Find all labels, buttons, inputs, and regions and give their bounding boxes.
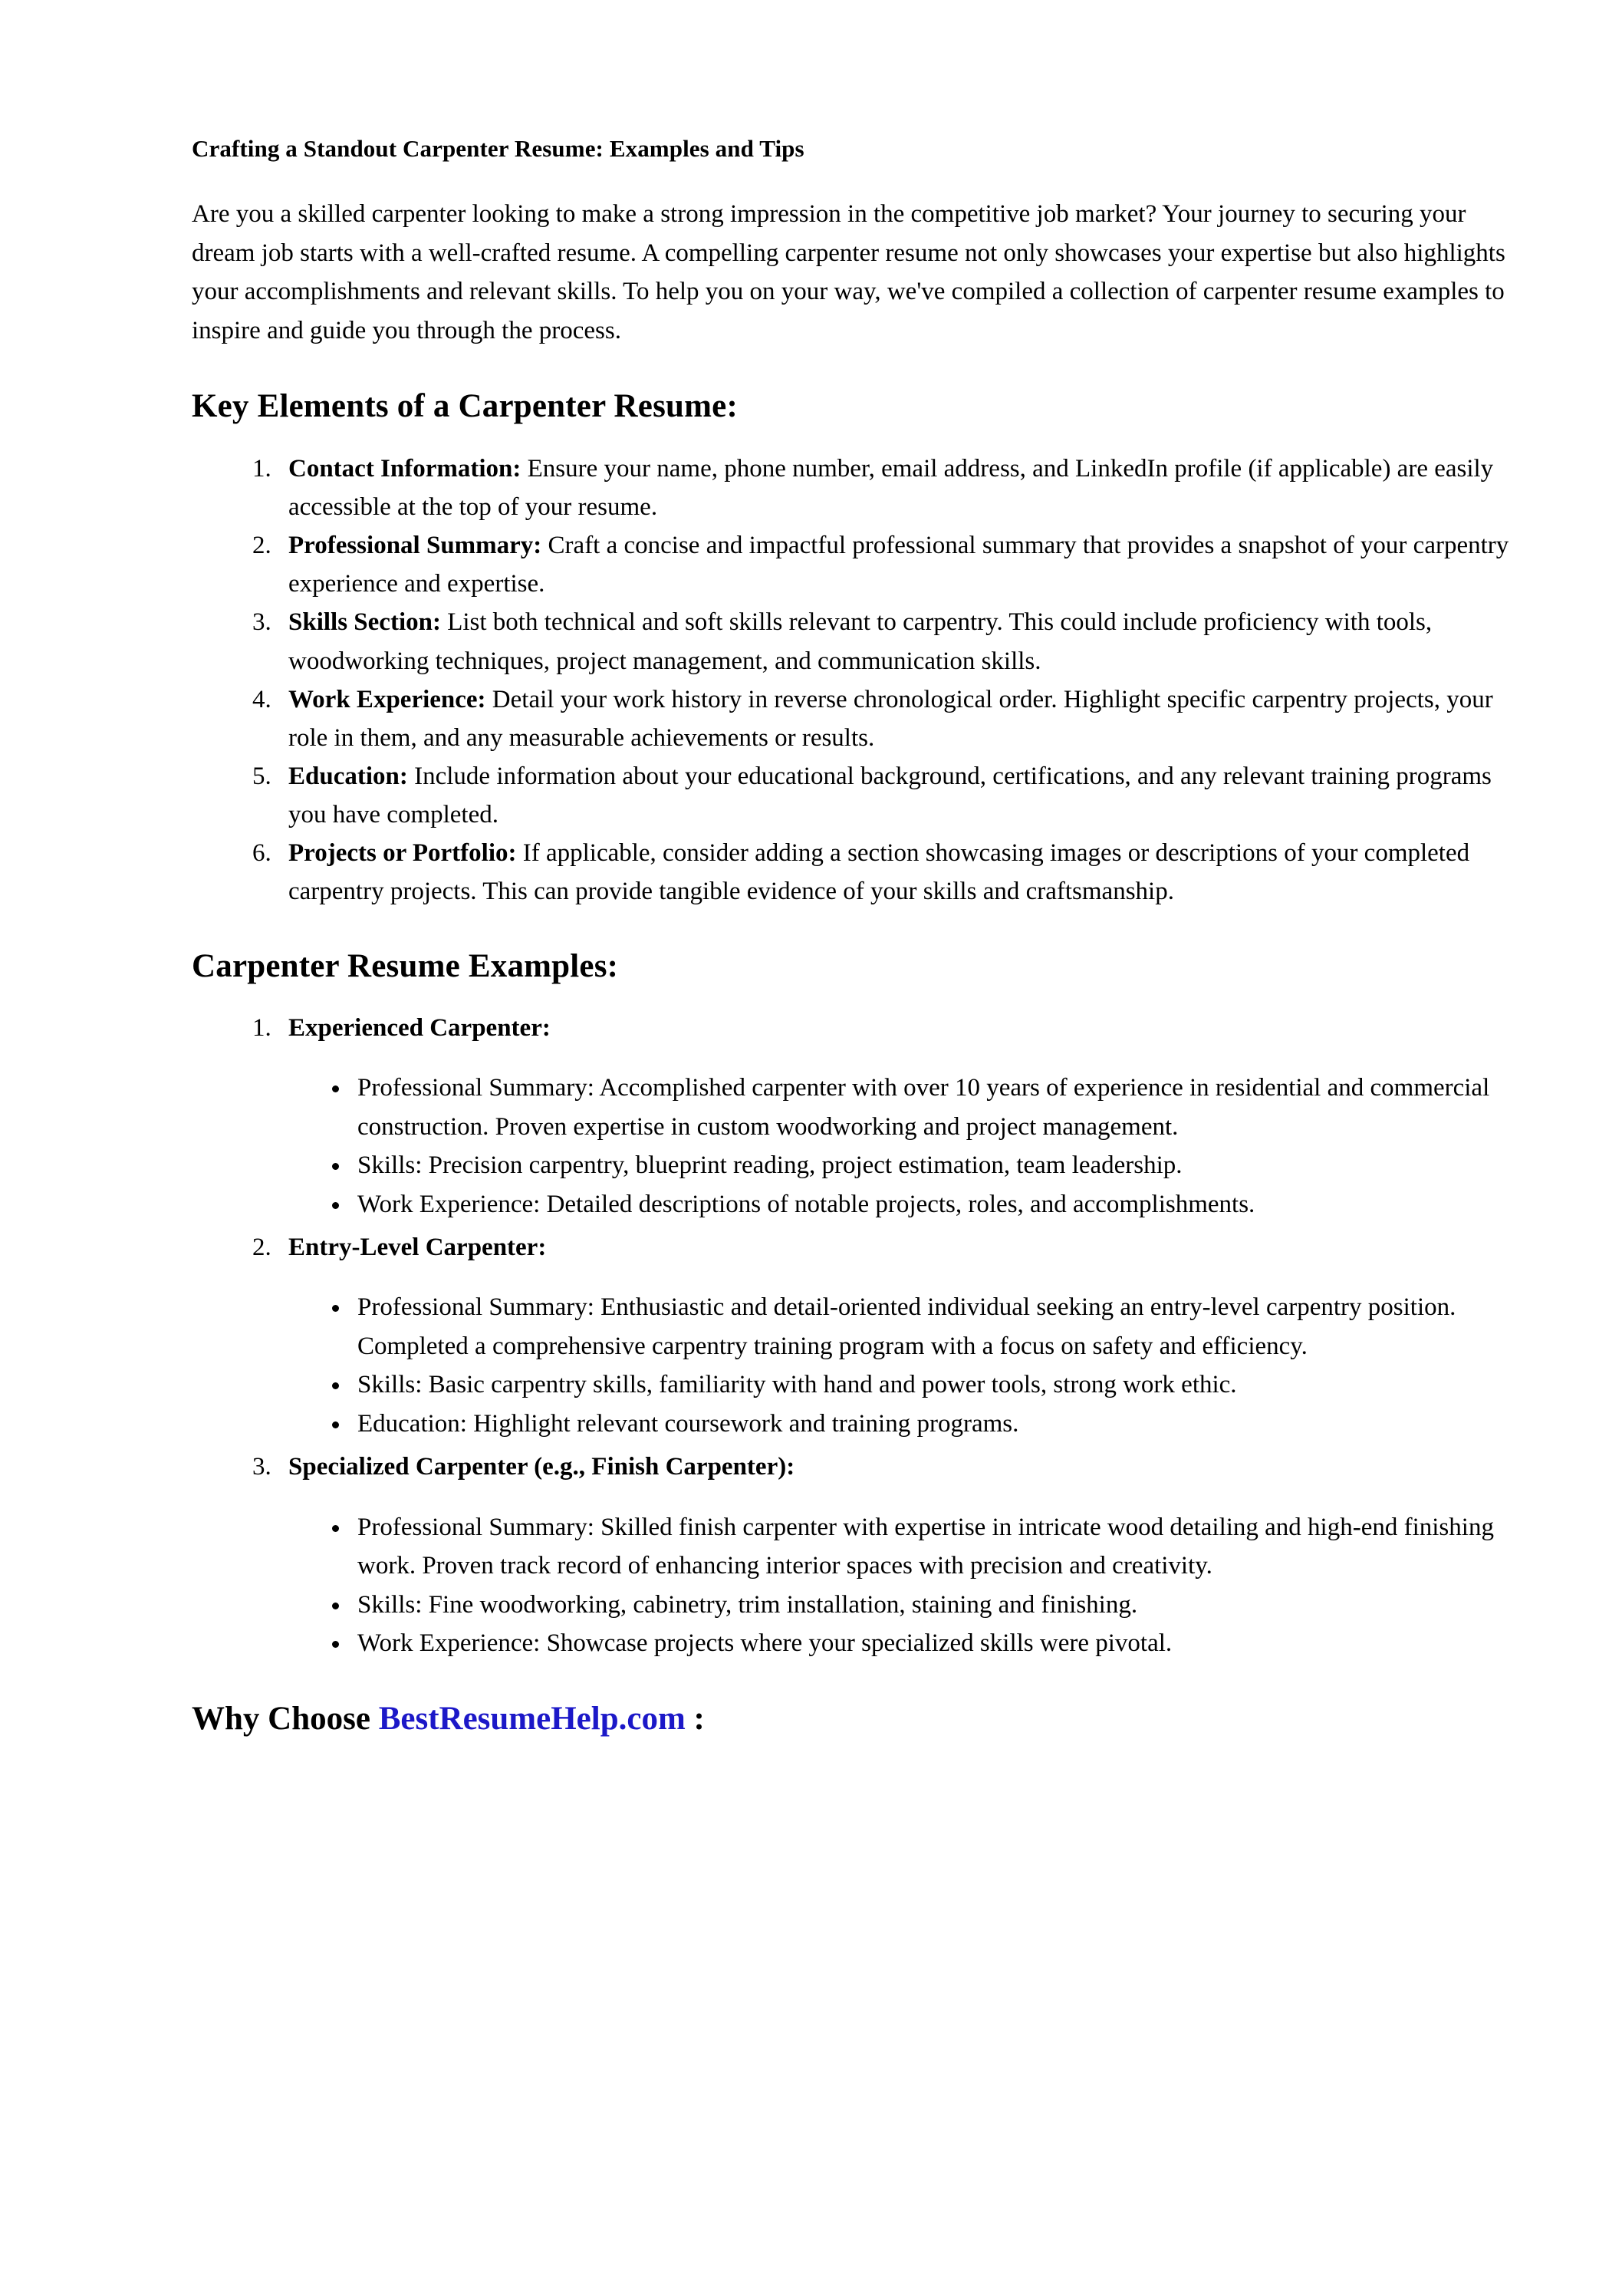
- example-title: 3. Specialized Carpenter (e.g., Finish Carpenter):: [288, 1453, 795, 1481]
- list-item: • Education: Highlight relevant coursework and training programs.: [351, 1405, 1500, 1443]
- list-item: • Skills: Precision carpentry, blueprint reading, project estimation, team leadership.: [351, 1146, 1500, 1184]
- section-heading-key-elements: Key Elements of a Carpenter Resume:: [192, 388, 738, 425]
- brand-link[interactable]: BestResumeHelp.com: [378, 1701, 686, 1738]
- list-item: • Skills: Fine woodworking, cabinetry, trim installation, staining and finishing.: [351, 1586, 1500, 1624]
- example-bullet-list: [288, 1069, 1531, 1224]
- list-item: [278, 1448, 1531, 1662]
- example-bullet-list: [288, 1508, 1531, 1663]
- list-item-label: Education:: [288, 762, 408, 790]
- list-item-text: Ensure your name, phone number, email address, and LinkedIn profile (if applicable) are easily accessible at the top of your resume.: [288, 454, 1494, 521]
- list-item: • Professional Summary: Enthusiastic and detail-oriented individual seeking an entry-level carpentry position. Completed a comprehensive carpentry training program with a focus on safety and efficiency.: [351, 1288, 1500, 1365]
- list-item: [278, 757, 1531, 834]
- list-item-text: Include information about your educational background, certifications, and any relevant training programs you have completed.: [288, 762, 1492, 829]
- example-title: 2. Entry-Level Carpenter:: [288, 1234, 547, 1262]
- list-item: • Work Experience: Showcase projects where your specialized skills were pivotal.: [351, 1624, 1500, 1662]
- list-item: • Work Experience: Detailed descriptions of notable projects, roles, and accomplishments.: [351, 1185, 1500, 1224]
- intro-paragraph: Are you a skilled carpenter looking to make a strong impression in the competitive job market? Your journey to securing your dream job starts with a well-crafted resume. A compelling carpenter resume not only showcases your expertise but also highlights your accomplishments and relevant skills. To help you on your way, we've compiled a collection of carpenter resume examples to inspire and guide you through the process.: [192, 200, 1505, 344]
- list-item: [278, 450, 1531, 526]
- section-heading-examples: Carpenter Resume Examples:: [192, 947, 619, 984]
- list-item-label: Work Experience:: [288, 685, 486, 713]
- key-elements-list: [192, 450, 1518, 911]
- list-item-text: Craft a concise and impactful professional summary that provides a snapshot of your carpentry experience and expertise.: [288, 532, 1509, 598]
- list-item-label: Projects or Portfolio:: [288, 839, 517, 868]
- list-item-text: If applicable, consider adding a section showcasing images or descriptions of your completed carpentry projects. This can provide tangible evidence of your skills and craftsmanship.: [288, 839, 1470, 906]
- list-item-label: Professional Summary:: [288, 532, 542, 560]
- examples-list: [192, 1009, 1518, 1662]
- list-item: [278, 834, 1531, 911]
- list-item-text: Detail your work history in reverse chronological order. Highlight specific carpentry projects, your role in them, and any measurable achievements or results.: [288, 685, 1493, 752]
- list-item: [278, 1009, 1531, 1224]
- list-item-label: Skills Section:: [288, 608, 441, 637]
- list-item: [278, 603, 1531, 680]
- list-item: [278, 1228, 1531, 1443]
- why-choose-suffix: :: [685, 1701, 705, 1738]
- why-choose-prefix: Why Choose: [192, 1701, 379, 1738]
- list-item: • Professional Summary: Accomplished carpenter with over 10 years of experience in residential and commercial construction. Proven expertise in custom woodworking and project management.: [351, 1069, 1500, 1146]
- why-choose-heading: [192, 1699, 1518, 1739]
- list-item: • Skills: Basic carpentry skills, familiarity with hand and power tools, strong work ethic.: [351, 1365, 1500, 1404]
- list-item: • Professional Summary: Skilled finish carpenter with expertise in intricate wood detailing and high-end finishing work. Proven track record of enhancing interior spaces with precision and creativity.: [351, 1508, 1500, 1586]
- page-title: Crafting a Standout Carpenter Resume: Examples and Tips: [192, 135, 804, 162]
- list-item: [278, 526, 1531, 603]
- example-bullet-list: [288, 1288, 1531, 1443]
- example-title: 1. Experienced Carpenter:: [288, 1014, 551, 1043]
- list-item-label: Contact Information:: [288, 454, 521, 483]
- list-item: [278, 680, 1531, 757]
- list-item-text: List both technical and soft skills relevant to carpentry. This could include proficiency with tools, woodworking techniques, project management, and communication skills.: [288, 608, 1433, 675]
